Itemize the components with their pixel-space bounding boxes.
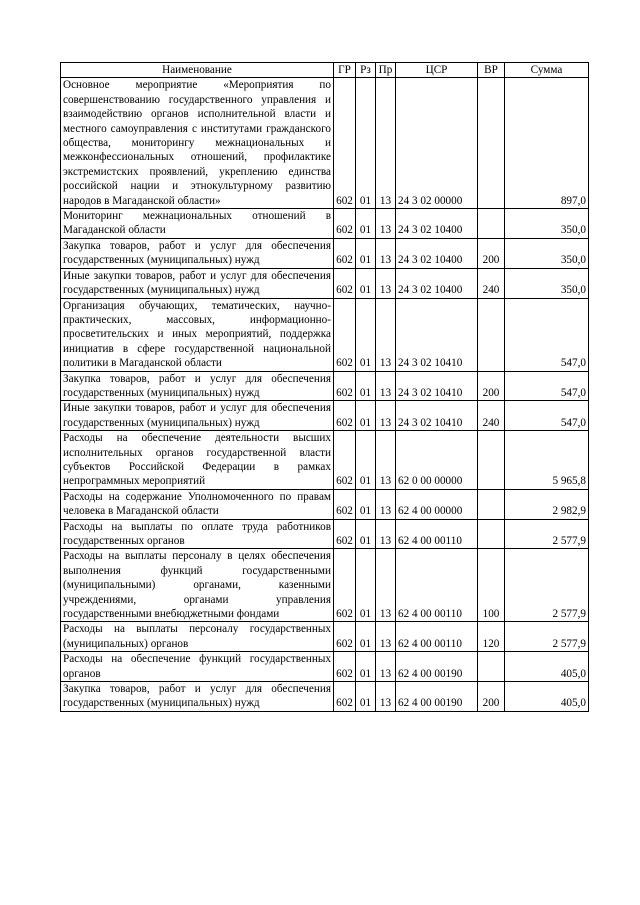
row-vr: 200 [478, 682, 505, 712]
table-row [61, 519, 589, 549]
table-header-row [61, 63, 589, 78]
header-pr: Пр [376, 63, 396, 78]
row-rz: 01 [356, 549, 376, 622]
header-gr: ГР [334, 63, 356, 78]
row-pr: 13 [376, 431, 396, 490]
table-row [61, 209, 589, 239]
row-pr: 13 [376, 622, 396, 652]
row-pr: 13 [376, 489, 396, 519]
row-vr: 240 [478, 401, 505, 431]
row-csr: 24 3 02 10400 [396, 209, 478, 239]
row-vr [478, 298, 505, 371]
row-gr: 602 [334, 682, 356, 712]
table-row [61, 431, 589, 490]
row-sum: 2 577,9 [505, 519, 589, 549]
row-vr: 200 [478, 238, 505, 268]
row-csr: 62 4 00 00110 [396, 519, 478, 549]
row-csr: 62 4 00 00190 [396, 652, 478, 682]
header-name: Наименование [61, 63, 334, 78]
row-csr: 24 3 02 10410 [396, 371, 478, 401]
row-gr: 602 [334, 268, 356, 298]
row-rz: 01 [356, 519, 376, 549]
row-rz: 01 [356, 431, 376, 490]
row-gr: 602 [334, 489, 356, 519]
header-vr: ВР [478, 63, 505, 78]
header-rz: Рз [356, 63, 376, 78]
row-gr: 602 [334, 431, 356, 490]
table-row [61, 489, 589, 519]
table-row [61, 682, 589, 712]
row-vr: 240 [478, 268, 505, 298]
row-csr: 62 4 00 00110 [396, 549, 478, 622]
row-name: Иные закупки товаров, работ и услуг для обеспечения государственных (муниципальных) нужд [61, 401, 334, 431]
row-pr: 13 [376, 401, 396, 431]
row-rz: 01 [356, 238, 376, 268]
row-vr: 100 [478, 549, 505, 622]
row-rz: 01 [356, 652, 376, 682]
row-name: Расходы на выплаты персоналу государственных (муниципальных) органов [61, 622, 334, 652]
row-gr: 602 [334, 371, 356, 401]
row-pr: 13 [376, 268, 396, 298]
row-gr: 602 [334, 238, 356, 268]
header-csr: ЦСР [396, 63, 478, 78]
row-sum: 547,0 [505, 371, 589, 401]
row-sum: 350,0 [505, 268, 589, 298]
row-vr: 200 [478, 371, 505, 401]
row-name: Основное мероприятие «Мероприятия по совершенствованию государственного управления и взаимодействию органов исполнительной власти и местного самоуправления с институтами гражданского общества, мониторингу межнациональных и межконфессиональных отношений, профилактике экстремистских проявлений, укреплению единства российской нации и этнокультурному развитию народов в Магаданской области» [61, 78, 334, 209]
row-rz: 01 [356, 489, 376, 519]
row-rz: 01 [356, 268, 376, 298]
row-sum: 405,0 [505, 682, 589, 712]
row-csr: 62 4 00 00000 [396, 489, 478, 519]
row-csr: 24 3 02 00000 [396, 78, 478, 209]
row-gr: 602 [334, 622, 356, 652]
row-csr: 24 3 02 10410 [396, 298, 478, 371]
row-gr: 602 [334, 298, 356, 371]
row-sum: 2 982,9 [505, 489, 589, 519]
row-csr: 62 4 00 00190 [396, 682, 478, 712]
row-sum: 350,0 [505, 209, 589, 239]
row-name: Мониторинг межнациональных отношений в Магаданской области [61, 209, 334, 239]
row-name: Расходы на содержание Уполномоченного по правам человека в Магаданской области [61, 489, 334, 519]
row-rz: 01 [356, 298, 376, 371]
row-csr: 62 4 00 00110 [396, 622, 478, 652]
row-sum: 2 577,9 [505, 622, 589, 652]
row-pr: 13 [376, 238, 396, 268]
table-row [61, 401, 589, 431]
row-rz: 01 [356, 78, 376, 209]
row-vr [478, 209, 505, 239]
row-name: Расходы на обеспечение функций государственных органов [61, 652, 334, 682]
row-csr: 24 3 02 10410 [396, 401, 478, 431]
row-sum: 2 577,9 [505, 549, 589, 622]
row-sum: 897,0 [505, 78, 589, 209]
row-rz: 01 [356, 401, 376, 431]
row-name: Иные закупки товаров, работ и услуг для обеспечения государственных (муниципальных) нужд [61, 268, 334, 298]
row-gr: 602 [334, 209, 356, 239]
row-vr [478, 652, 505, 682]
table-row [61, 238, 589, 268]
row-sum: 405,0 [505, 652, 589, 682]
row-name: Расходы на выплаты персоналу в целях обеспечения выполнения функций государственными (муниципальными) органами, казенными учреждениями, органами управления государственными внебюджетными фондами [61, 549, 334, 622]
row-rz: 01 [356, 209, 376, 239]
row-pr: 13 [376, 78, 396, 209]
row-pr: 13 [376, 371, 396, 401]
row-sum: 547,0 [505, 298, 589, 371]
row-pr: 13 [376, 549, 396, 622]
budget-table [60, 62, 589, 712]
row-gr: 602 [334, 78, 356, 209]
row-vr [478, 519, 505, 549]
row-pr: 13 [376, 209, 396, 239]
row-name: Организация обучающих, тематических, научно-практических, массовых, информационно-просветительских и иных мероприятий, поддержка инициатив в сфере государственной национальной политики в Магаданской области [61, 298, 334, 371]
row-rz: 01 [356, 622, 376, 652]
table-row [61, 78, 589, 209]
row-gr: 602 [334, 652, 356, 682]
row-rz: 01 [356, 682, 376, 712]
row-vr [478, 78, 505, 209]
row-pr: 13 [376, 652, 396, 682]
row-csr: 24 3 02 10400 [396, 268, 478, 298]
table-row [61, 549, 589, 622]
row-name: Расходы на выплаты по оплате труда работников государственных органов [61, 519, 334, 549]
row-name: Закупка товаров, работ и услуг для обеспечения государственных (муниципальных) нужд [61, 371, 334, 401]
row-gr: 602 [334, 549, 356, 622]
row-name: Закупка товаров, работ и услуг для обеспечения государственных (муниципальных) нужд [61, 682, 334, 712]
table-row [61, 371, 589, 401]
row-vr [478, 489, 505, 519]
table-row [61, 298, 589, 371]
row-gr: 602 [334, 401, 356, 431]
table-row [61, 268, 589, 298]
row-name: Расходы на обеспечение деятельности высших исполнительных органов государственной власти субъектов Российской Федерации в рамках непрограммных мероприятий [61, 431, 334, 490]
row-pr: 13 [376, 519, 396, 549]
row-rz: 01 [356, 371, 376, 401]
row-pr: 13 [376, 682, 396, 712]
table-row [61, 652, 589, 682]
row-name: Закупка товаров, работ и услуг для обеспечения государственных (муниципальных) нужд [61, 238, 334, 268]
row-csr: 24 3 02 10400 [396, 238, 478, 268]
header-sum: Сумма [505, 63, 589, 78]
row-vr: 120 [478, 622, 505, 652]
table-row [61, 622, 589, 652]
row-vr [478, 431, 505, 490]
row-gr: 602 [334, 519, 356, 549]
row-pr: 13 [376, 298, 396, 371]
row-sum: 350,0 [505, 238, 589, 268]
row-sum: 547,0 [505, 401, 589, 431]
row-csr: 62 0 00 00000 [396, 431, 478, 490]
row-sum: 5 965,8 [505, 431, 589, 490]
